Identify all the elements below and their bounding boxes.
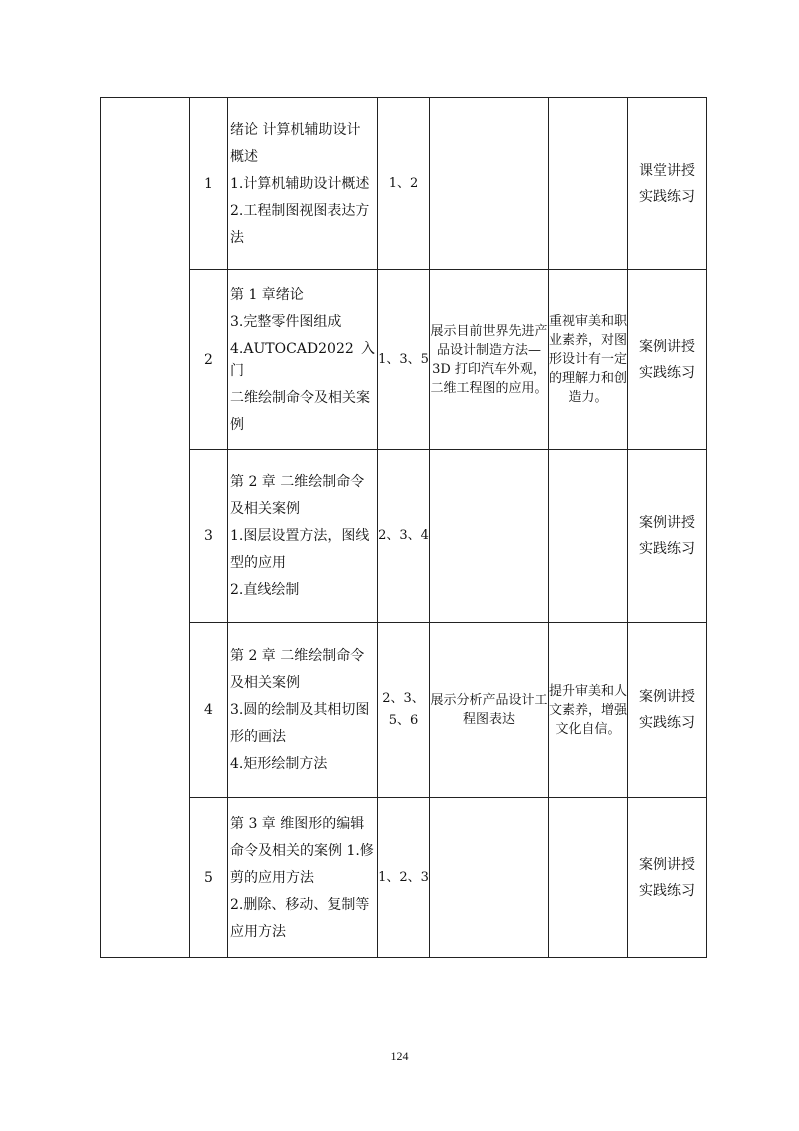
lesson-content xyxy=(228,450,378,623)
ideology-element: 展示分析产品设计工程图表达 xyxy=(430,623,549,798)
method-line: 案例讲授 xyxy=(639,856,695,873)
method-line: 案例讲授 xyxy=(639,338,695,355)
education-goal xyxy=(549,450,628,623)
education-goal: 提升审美和人文素养，增强文化自信。 xyxy=(549,623,628,798)
objective-refs: 2、3、5、6 xyxy=(378,623,430,798)
table-row xyxy=(101,270,707,450)
content-line: 剪的应用方法 xyxy=(230,869,314,886)
method-line: 实践练习 xyxy=(639,715,695,731)
content-line: 4.矩形绘制方法 xyxy=(230,756,328,772)
education-goal xyxy=(549,98,628,270)
content-line: 3.圆的绘制及其相切图 xyxy=(230,702,370,718)
content-line: 型的应用 xyxy=(230,555,286,571)
content-line: 例 xyxy=(230,416,244,433)
content-line: 4.AUTOCAD2022 入门 xyxy=(230,340,375,379)
content-line: 2.直线绘制 xyxy=(230,582,300,598)
teaching-method xyxy=(628,623,707,798)
content-line: 应用方法 xyxy=(230,923,286,940)
objective-refs: 2、3、4 xyxy=(378,450,430,623)
method-line: 课堂讲授 xyxy=(639,162,695,179)
content-line: 第 2 章 二维绘制命令 xyxy=(230,648,365,664)
content-line: 命令及相关的案例 1.修 xyxy=(230,842,374,859)
course-schedule-table xyxy=(100,97,707,958)
method-line: 案例讲授 xyxy=(639,515,695,531)
teaching-method xyxy=(628,98,707,270)
teaching-method xyxy=(628,270,707,450)
content-line: 及相关案例 xyxy=(230,675,300,691)
ideology-element xyxy=(430,98,549,270)
table-row xyxy=(101,798,707,958)
content-line: 第 1 章绪论 xyxy=(230,286,304,303)
table-row xyxy=(101,450,707,623)
content-line: 1.图层设置方法，图线 xyxy=(230,528,370,544)
education-goal: 重视审美和职业素养，对图形设计有一定的理解力和创造力。 xyxy=(549,270,628,450)
lesson-content xyxy=(228,98,378,270)
method-line: 实践练习 xyxy=(639,364,695,381)
merged-blank-cell xyxy=(101,98,190,958)
content-line: 法 xyxy=(230,229,244,246)
objective-refs: 1、2、3 xyxy=(378,798,430,958)
lesson-number: 3 xyxy=(190,450,228,623)
lesson-content xyxy=(228,798,378,958)
lesson-number: 4 xyxy=(190,623,228,798)
table-row xyxy=(101,623,707,798)
content-line: 二维绘制命令及相关案 xyxy=(230,389,370,406)
teaching-method xyxy=(628,798,707,958)
content-line: 绪论 计算机辅助设计 xyxy=(230,121,361,138)
lesson-number: 2 xyxy=(190,270,228,450)
content-line: 3.完整零件图组成 xyxy=(230,313,342,330)
lesson-number: 5 xyxy=(190,798,228,958)
objective-refs: 1、2 xyxy=(378,98,430,270)
table-row xyxy=(101,98,707,270)
content-line: 形的画法 xyxy=(230,729,286,745)
ideology-element: 展示目前世界先进产品设计制造方法—3D 打印汽车外观，二维工程图的应用。 xyxy=(430,270,549,450)
method-line: 实践练习 xyxy=(639,541,695,557)
content-line: 2.删除、移动、复制等 xyxy=(230,896,370,913)
teaching-method xyxy=(628,450,707,623)
method-line: 案例讲授 xyxy=(639,689,695,705)
content-line: 概述 xyxy=(230,148,258,165)
content-line: 2.工程制图视图表达方 xyxy=(230,202,370,219)
content-line: 及相关案例 xyxy=(230,501,300,517)
page-number: 124 xyxy=(390,1049,409,1063)
method-line: 实践练习 xyxy=(639,188,695,205)
content-line: 1.计算机辅助设计概述 xyxy=(230,175,370,192)
ideology-element xyxy=(430,450,549,623)
content-line: 第 3 章 维图形的编辑 xyxy=(230,815,365,832)
content-line: 第 2 章 二维绘制命令 xyxy=(230,474,365,490)
lesson-number: 1 xyxy=(190,98,228,270)
ideology-element xyxy=(430,798,549,958)
objective-refs: 1、3、5 xyxy=(378,270,430,450)
lesson-content xyxy=(228,270,378,450)
lesson-content xyxy=(228,623,378,798)
education-goal xyxy=(549,798,628,958)
method-line: 实践练习 xyxy=(639,882,695,899)
